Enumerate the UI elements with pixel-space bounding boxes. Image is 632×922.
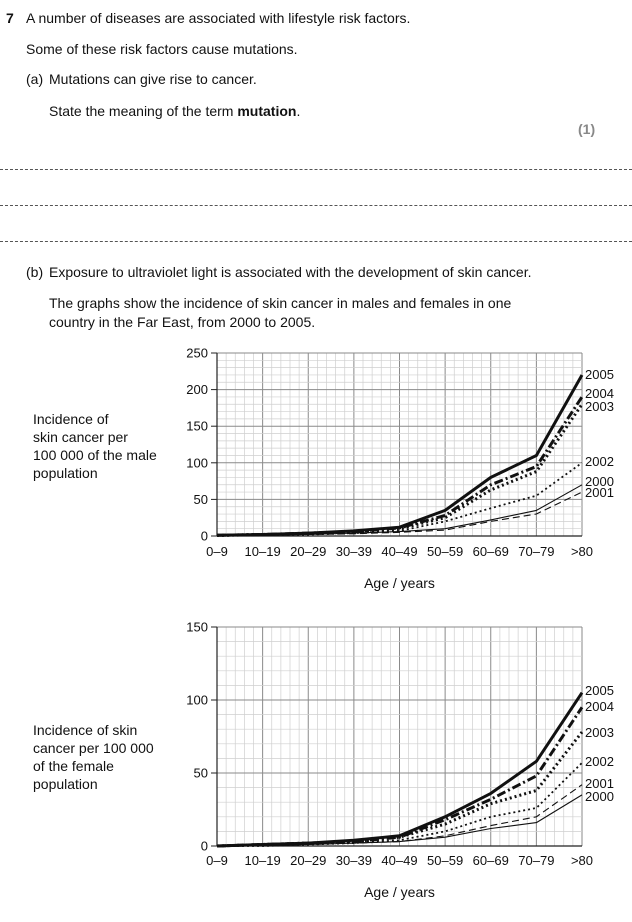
x-tick-label: 10–19 [244,853,281,868]
female-incidence-chart [0,615,632,915]
question-intro-2: Some of these risk factors cause mutations. [26,41,298,57]
x-tick-label: 40–49 [381,853,418,868]
x-tick-label: 50–59 [427,853,464,868]
series-label-2003: 2003 [585,399,614,414]
chart-grid [217,627,582,846]
series-label-2004: 2004 [585,699,614,714]
series-label-2004: 2004 [585,386,614,401]
y-tick-label: 150 [186,418,208,434]
chart-grid [217,353,582,536]
answer-line-1[interactable] [0,169,632,170]
x-tick-label: >80 [570,853,594,868]
male-ylabel-line: skin cancer per [33,429,128,445]
marks-indicator: (1) [578,121,596,137]
part-a-text: Mutations can give rise to cancer. [49,71,257,87]
x-tick-label: >80 [570,544,594,559]
x-tick-label: 60–69 [472,544,509,559]
answer-line-2[interactable] [0,205,632,206]
series-label-2001: 2001 [585,485,614,500]
female-ylabel-line: population [33,776,98,792]
female-ylabel-line: Incidence of skin [33,722,138,738]
part-b-desc-line1: The graphs show the incidence of skin cancer in males and females in one [49,295,512,311]
male-incidence-chart [0,340,632,600]
y-tick-label: 250 [186,345,208,361]
part-b-text: Exposure to ultraviolet light is associated with the development of skin cancer. [49,264,532,280]
y-tick-label: 0 [200,838,208,854]
x-axis-label: Age / years [364,884,435,900]
x-tick-label: 30–39 [335,544,372,559]
series-label-2002: 2002 [585,454,614,469]
x-tick-label: 40–49 [381,544,418,559]
question-intro: A number of diseases are associated with lifestyle risk factors. [26,10,411,26]
y-tick-label: 100 [186,455,208,471]
part-a-instruction [49,103,300,119]
answer-line-3[interactable] [0,241,632,242]
series-label-2000: 2000 [585,474,614,489]
y-tick-label: 0 [200,528,208,544]
instruction-suffix: . [296,103,301,119]
series-label-2005: 2005 [585,367,614,382]
male-ylabel-line: 100 000 of the male [33,447,157,463]
instruction-term: mutation [237,103,297,119]
y-tick-label: 50 [193,491,208,507]
x-tick-label: 20–29 [290,853,327,868]
y-tick-label: 200 [186,382,208,398]
y-tick-label: 150 [186,619,208,635]
series-label-2000: 2000 [585,789,614,804]
y-tick-label: 50 [193,765,208,781]
part-b-label: (b) [26,264,44,280]
instruction-prefix: State the meaning of the term [49,103,238,119]
x-tick-label: 20–29 [290,544,327,559]
question-number: 7 [6,10,14,26]
x-tick-label: 60–69 [472,853,509,868]
x-tick-label: 30–39 [335,853,372,868]
series-label-2001: 2001 [585,776,614,791]
part-a-label: (a) [26,71,44,87]
part-b-desc-line2: country in the Far East, from 2000 to 2005. [49,314,316,330]
x-axis-label: Age / years [364,575,435,591]
x-tick-label: 0–9 [206,544,228,559]
male-ylabel-line: Incidence of [33,411,109,427]
female-ylabel-line: of the female [33,758,114,774]
series-label-2003: 2003 [585,725,614,740]
series-label-2002: 2002 [585,754,614,769]
female-ylabel-line: cancer per 100 000 [33,740,154,756]
y-tick-label: 100 [186,692,208,708]
x-tick-label: 70–79 [518,544,555,559]
x-tick-label: 50–59 [427,544,464,559]
series-label-2005: 2005 [585,683,614,698]
x-tick-label: 0–9 [206,853,228,868]
male-ylabel-line: population [33,465,98,481]
x-tick-label: 70–79 [518,853,555,868]
x-tick-label: 10–19 [244,544,281,559]
